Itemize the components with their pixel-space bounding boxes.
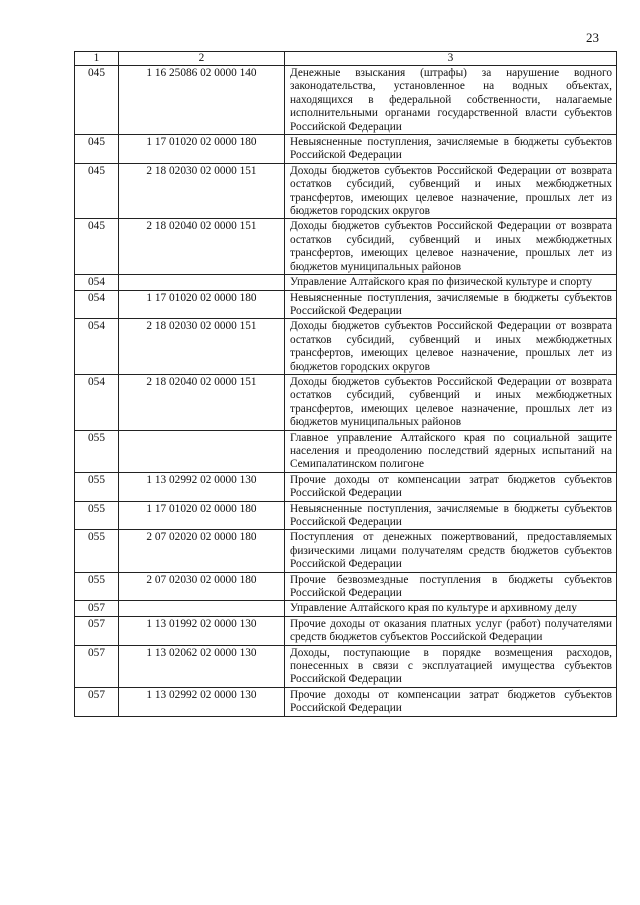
column-header-3: 3 <box>285 52 617 66</box>
table-row <box>75 572 617 601</box>
admin-code-cell: 055 <box>75 572 119 601</box>
admin-code-cell: 055 <box>75 430 119 472</box>
table-row <box>75 430 617 472</box>
table-row <box>75 601 617 616</box>
revenue-code-cell: 1 13 02992 02 0000 130 <box>119 472 285 501</box>
description-cell: Прочие доходы от компенсации затрат бюджетов субъектов Российской Федерации <box>285 472 617 501</box>
table-row <box>75 616 617 645</box>
revenue-code-cell <box>119 275 285 290</box>
description-cell: Управление Алтайского края по физической культуре и спорту <box>285 275 617 290</box>
admin-code-cell: 055 <box>75 472 119 501</box>
description-cell: Прочие доходы от оказания платных услуг (работ) получателями средств бюджетов субъектов Российской Федерации <box>285 616 617 645</box>
description-cell: Главное управление Алтайского края по социальной защите населения и преодолению последствий ядерных испытаний на Семипалатинском полигоне <box>285 430 617 472</box>
revenue-code-cell: 2 18 02040 02 0000 151 <box>119 219 285 275</box>
revenue-code-cell: 2 18 02030 02 0000 151 <box>119 319 285 375</box>
revenue-code-cell: 1 16 25086 02 0000 140 <box>119 66 285 135</box>
description-cell: Прочие безвозмездные поступления в бюджеты субъектов Российской Федерации <box>285 572 617 601</box>
admin-code-cell: 045 <box>75 219 119 275</box>
revenue-code-cell: 1 17 01020 02 0000 180 <box>119 135 285 164</box>
admin-code-cell: 054 <box>75 319 119 375</box>
description-cell: Невыясненные поступления, зачисляемые в бюджеты субъектов Российской Федерации <box>285 290 617 319</box>
revenue-code-cell: 1 13 01992 02 0000 130 <box>119 616 285 645</box>
admin-code-cell: 055 <box>75 501 119 530</box>
table-row <box>75 530 617 572</box>
table-row <box>75 374 617 430</box>
description-cell: Управление Алтайского края по культуре и архивному делу <box>285 601 617 616</box>
revenue-code-cell: 1 17 01020 02 0000 180 <box>119 501 285 530</box>
table-row <box>75 163 617 219</box>
revenue-code-cell <box>119 430 285 472</box>
admin-code-cell: 045 <box>75 163 119 219</box>
admin-code-cell: 057 <box>75 687 119 716</box>
table-row <box>75 275 617 290</box>
table-row <box>75 66 617 135</box>
description-cell: Доходы, поступающие в порядке возмещения расходов, понесенных в связи с эксплуатацией имущества субъектов Российской Федерации <box>285 645 617 687</box>
description-cell: Поступления от денежных пожертвований, предоставляемых физическими лицами получателям средств бюджетов субъектов Российской Федерации <box>285 530 617 572</box>
description-cell: Прочие доходы от компенсации затрат бюджетов субъектов Российской Федерации <box>285 687 617 716</box>
revenue-code-cell <box>119 601 285 616</box>
description-cell: Доходы бюджетов субъектов Российской Федерации от возврата остатков субсидий, субвенций и иных межбюджетных трансфертов, имеющих целевое назначение, прошлых лет из бюджетов городских округов <box>285 163 617 219</box>
description-cell: Невыясненные поступления, зачисляемые в бюджеты субъектов Российской Федерации <box>285 501 617 530</box>
table-row <box>75 687 617 716</box>
table-row <box>75 135 617 164</box>
revenue-code-cell: 1 17 01020 02 0000 180 <box>119 290 285 319</box>
revenue-codes-table <box>74 51 617 717</box>
admin-code-cell: 057 <box>75 601 119 616</box>
table-row <box>75 645 617 687</box>
revenue-code-cell: 2 18 02030 02 0000 151 <box>119 163 285 219</box>
admin-code-cell: 054 <box>75 374 119 430</box>
table-row <box>75 319 617 375</box>
description-cell: Невыясненные поступления, зачисляемые в бюджеты субъектов Российской Федерации <box>285 135 617 164</box>
admin-code-cell: 045 <box>75 66 119 135</box>
table-row <box>75 290 617 319</box>
revenue-code-cell: 2 07 02020 02 0000 180 <box>119 530 285 572</box>
admin-code-cell: 045 <box>75 135 119 164</box>
revenue-code-cell: 2 07 02030 02 0000 180 <box>119 572 285 601</box>
column-header-2: 2 <box>119 52 285 66</box>
revenue-code-cell: 1 13 02062 02 0000 130 <box>119 645 285 687</box>
description-cell: Доходы бюджетов субъектов Российской Федерации от возврата остатков субсидий, субвенций и иных межбюджетных трансфертов, имеющих целевое назначение, прошлых лет из бюджетов городских округов <box>285 319 617 375</box>
description-cell: Доходы бюджетов субъектов Российской Федерации от возврата остатков субсидий, субвенций и иных межбюджетных трансфертов, имеющих целевое назначение, прошлых лет из бюджетов муниципальных районов <box>285 374 617 430</box>
column-header-1: 1 <box>75 52 119 66</box>
admin-code-cell: 054 <box>75 290 119 319</box>
page-number: 23 <box>586 30 599 45</box>
admin-code-cell: 055 <box>75 530 119 572</box>
table-row <box>75 472 617 501</box>
admin-code-cell: 057 <box>75 616 119 645</box>
revenue-code-cell: 1 13 02992 02 0000 130 <box>119 687 285 716</box>
admin-code-cell: 057 <box>75 645 119 687</box>
table-row <box>75 219 617 275</box>
admin-code-cell: 054 <box>75 275 119 290</box>
table-row <box>75 501 617 530</box>
description-cell: Денежные взыскания (штрафы) за нарушение водного законодательства, установленное на водных объектах, находящихся в федеральной собственности, налагаемые исполнительными органами государственной власти субъектов Российской Федерации <box>285 66 617 135</box>
revenue-code-cell: 2 18 02040 02 0000 151 <box>119 374 285 430</box>
description-cell: Доходы бюджетов субъектов Российской Федерации от возврата остатков субсидий, субвенций и иных межбюджетных трансфертов, имеющих целевое назначение, прошлых лет из бюджетов муниципальных районов <box>285 219 617 275</box>
table-header-row <box>75 52 617 66</box>
